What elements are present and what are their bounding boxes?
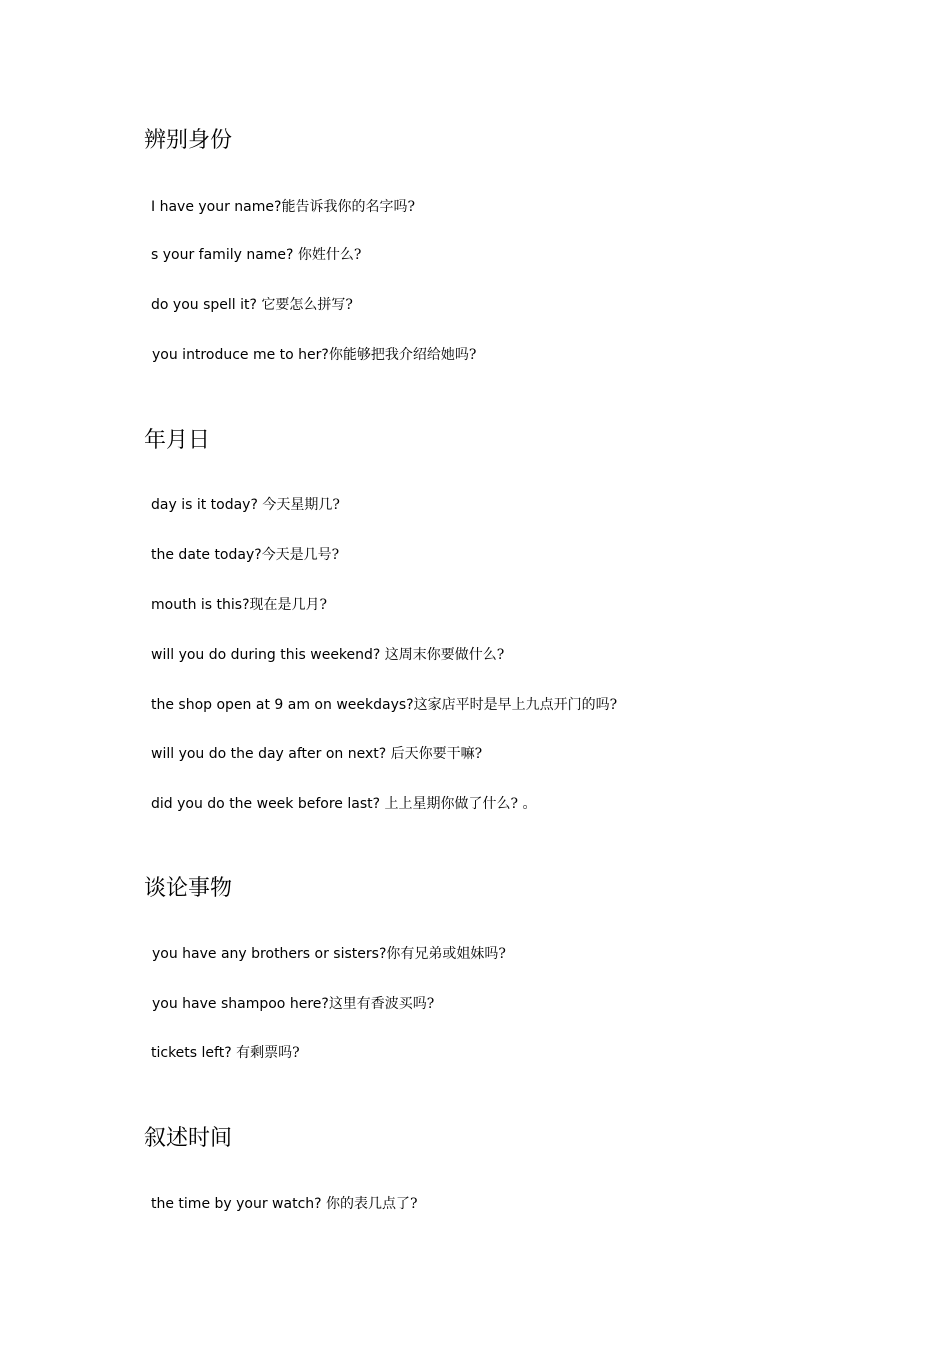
phrase-line: [151, 296, 353, 314]
section-title-time: 叙述时间: [144, 1126, 233, 1151]
phrase-english: s your family name?: [151, 247, 298, 263]
phrase-english: did you do the week before last?: [151, 796, 385, 812]
phrase-chinese: 它要怎么拼写?: [261, 297, 353, 313]
phrase-chinese: 上上星期你做了什么? 。: [384, 796, 537, 812]
phrase-english: the shop open at 9 am on weekdays?: [151, 697, 414, 713]
phrase-english: you have any brothers or sisters?: [152, 946, 387, 962]
phrase-english: will you do during this weekend?: [151, 647, 385, 663]
phrase-line: [152, 346, 476, 364]
phrase-line: [151, 646, 504, 664]
phrase-chinese: 能告诉我你的名字吗?: [281, 199, 415, 215]
phrase-line: [152, 945, 506, 963]
phrase-line: [151, 795, 536, 813]
phrase-english: tickets left?: [151, 1045, 237, 1061]
phrase-chinese: 你有兄弟或姐妹吗?: [386, 946, 506, 962]
section-title-identity: 辨别身份: [144, 128, 233, 153]
phrase-chinese: 今天是几号?: [261, 547, 340, 563]
phrase-english: mouth is this?: [151, 597, 250, 613]
phrase-chinese: 有剩票吗?: [236, 1045, 300, 1061]
phrase-line: [151, 596, 327, 614]
phrase-line: [151, 496, 340, 514]
phrase-line: [151, 745, 482, 763]
phrase-chinese: 你能够把我介绍给她吗?: [328, 347, 477, 363]
phrase-english: the date today?: [151, 547, 262, 563]
phrase-english: will you do the day after on next?: [151, 746, 391, 762]
phrase-chinese: 今天星期几?: [262, 497, 340, 513]
phrase-english: day is it today?: [151, 497, 263, 513]
phrase-chinese: 这里有香波买吗?: [328, 996, 435, 1012]
phrase-line: [151, 1195, 418, 1213]
phrase-english: I have your name?: [151, 199, 282, 215]
phrase-line: [151, 246, 361, 264]
phrase-chinese: 你的表几点了?: [326, 1196, 418, 1212]
phrase-line: [151, 1044, 300, 1062]
phrase-english: you have shampoo here?: [152, 996, 329, 1012]
phrase-english: do you spell it?: [151, 297, 262, 313]
phrase-chinese: 你姓什么?: [297, 247, 362, 263]
phrase-chinese: 现在是几月?: [249, 597, 328, 613]
phrase-line: [151, 696, 617, 714]
phrase-line: [152, 995, 434, 1013]
section-title-things: 谈论事物: [144, 876, 233, 901]
phrase-chinese: 后天你要干嘛?: [390, 746, 483, 762]
phrase-chinese: 这家店平时是早上九点开门的吗?: [413, 697, 618, 713]
phrase-chinese: 这周末你要做什么?: [384, 647, 505, 663]
phrase-english: you introduce me to her?: [152, 347, 329, 363]
section-title-dates: 年月日: [144, 428, 211, 453]
phrase-english: the time by your watch?: [151, 1196, 327, 1212]
phrase-line: [151, 198, 415, 216]
phrase-line: [151, 546, 339, 564]
